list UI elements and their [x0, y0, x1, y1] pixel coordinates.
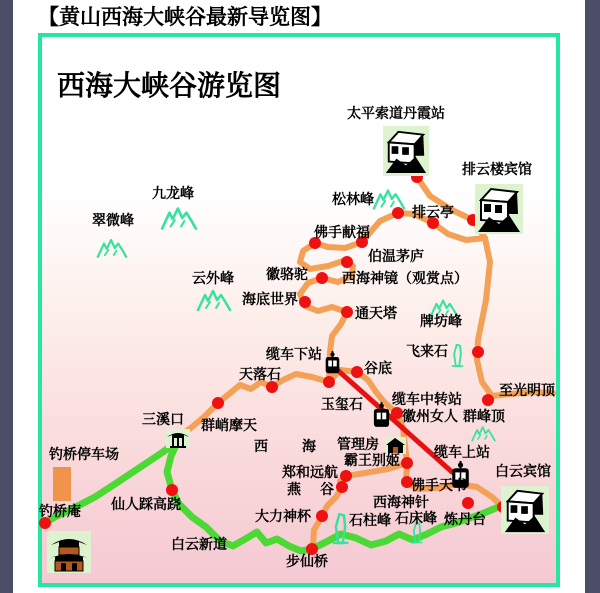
map-label-buxianqiao: 步仙桥 — [286, 554, 328, 570]
map-label-diaoqiaoan: 钓桥庵 — [39, 504, 81, 520]
map-label-zhiguangmingding: 至光明顶 — [499, 383, 555, 399]
map-label-xianrencaigaoqiao: 仙人踩高跷 — [111, 497, 181, 513]
map-label-liandantai: 炼丹台 — [444, 512, 486, 528]
map-label-tianluoshi: 天落石 — [239, 367, 281, 383]
map-label-paiyunting: 排云亭 — [412, 205, 454, 221]
map-label-qunqiaomotian: 群峭摩天 — [201, 418, 257, 434]
map-title: 西海大峡谷游览图 — [57, 69, 282, 102]
map-label-cablecar-upper-station: 缆车上站 — [434, 445, 490, 461]
left-border-strip — [0, 0, 13, 593]
map-label-feilaishi: 飞来石 — [406, 344, 448, 360]
map-label-yunwaifeng: 云外峰 — [192, 271, 234, 287]
map-label-qunfengding: 群峰顶 — [463, 409, 505, 425]
map-label-zhengheyuanhang: 郑和远航 — [282, 465, 338, 481]
map-label-huizhounvren: 徽州女人 — [402, 409, 458, 425]
map-label-baiyunxindao: 白云新道 — [171, 537, 227, 553]
map-label-foshoutianshu: 佛手天书 — [411, 478, 467, 494]
map-label-xihaishenzhen: 西海神针 — [373, 495, 429, 511]
map-label-taiping-ropeway-danxia-station: 太平索道丹霞站 — [347, 106, 445, 122]
map-label-yangu-gu: 谷 — [320, 482, 334, 498]
map-label-yuxishi: 玉玺石 — [321, 397, 363, 413]
map-label-shizhufeng: 石柱峰 — [349, 513, 391, 529]
page-title: 【黄山西海大峡谷最新导览图】 — [38, 5, 332, 29]
map-label-yangu-yan: 燕 — [287, 482, 301, 498]
map-label-cablecar-transfer-station: 缆车中转站 — [392, 392, 462, 408]
map-label-cablecar-lower-station: 缆车下站 — [266, 347, 322, 363]
map-label-xihaishenjing: 西海神镜（观赏点） — [342, 271, 468, 287]
map-label-xihai-hai: 海 — [302, 439, 316, 455]
map-label-haidishijie: 海底世界 — [242, 292, 298, 308]
map-label-jiulongfeng: 九龙峰 — [152, 186, 194, 202]
map-label-diaoqiao-parking: 钓桥停车场 — [49, 447, 119, 463]
map-label-tongtianta: 通天塔 — [355, 306, 397, 322]
map-label-sanxikou: 三溪口 — [142, 412, 184, 428]
map-label-bawangbieji: 霸王别姬 — [344, 453, 400, 469]
map-label-huiluotuo: 徽骆驼 — [266, 267, 308, 283]
map-label-bowenmaolu: 伯温茅庐 — [368, 249, 424, 265]
map-label-gudi: 谷底 — [364, 361, 392, 377]
map-label-cuiweifeng: 翠微峰 — [92, 213, 134, 229]
map-label-paifangfeng: 牌坊峰 — [420, 314, 462, 330]
map-label-baiyun-hotel: 白云宾馆 — [495, 464, 551, 480]
map-label-guanlifang: 管理房 — [337, 437, 379, 453]
map-label-foshouxianfu: 佛手献福 — [314, 225, 370, 241]
map-label-paiyunlou-hotel: 排云楼宾馆 — [462, 162, 532, 178]
map-label-dalishenbei: 大力神杯 — [255, 509, 311, 525]
map-label-xihai-xi: 西 — [254, 439, 268, 455]
map-label-songlinfeng: 松林峰 — [332, 192, 374, 208]
right-border-strip — [585, 0, 600, 593]
map-label-shichuangfeng: 石床峰 — [395, 511, 437, 527]
